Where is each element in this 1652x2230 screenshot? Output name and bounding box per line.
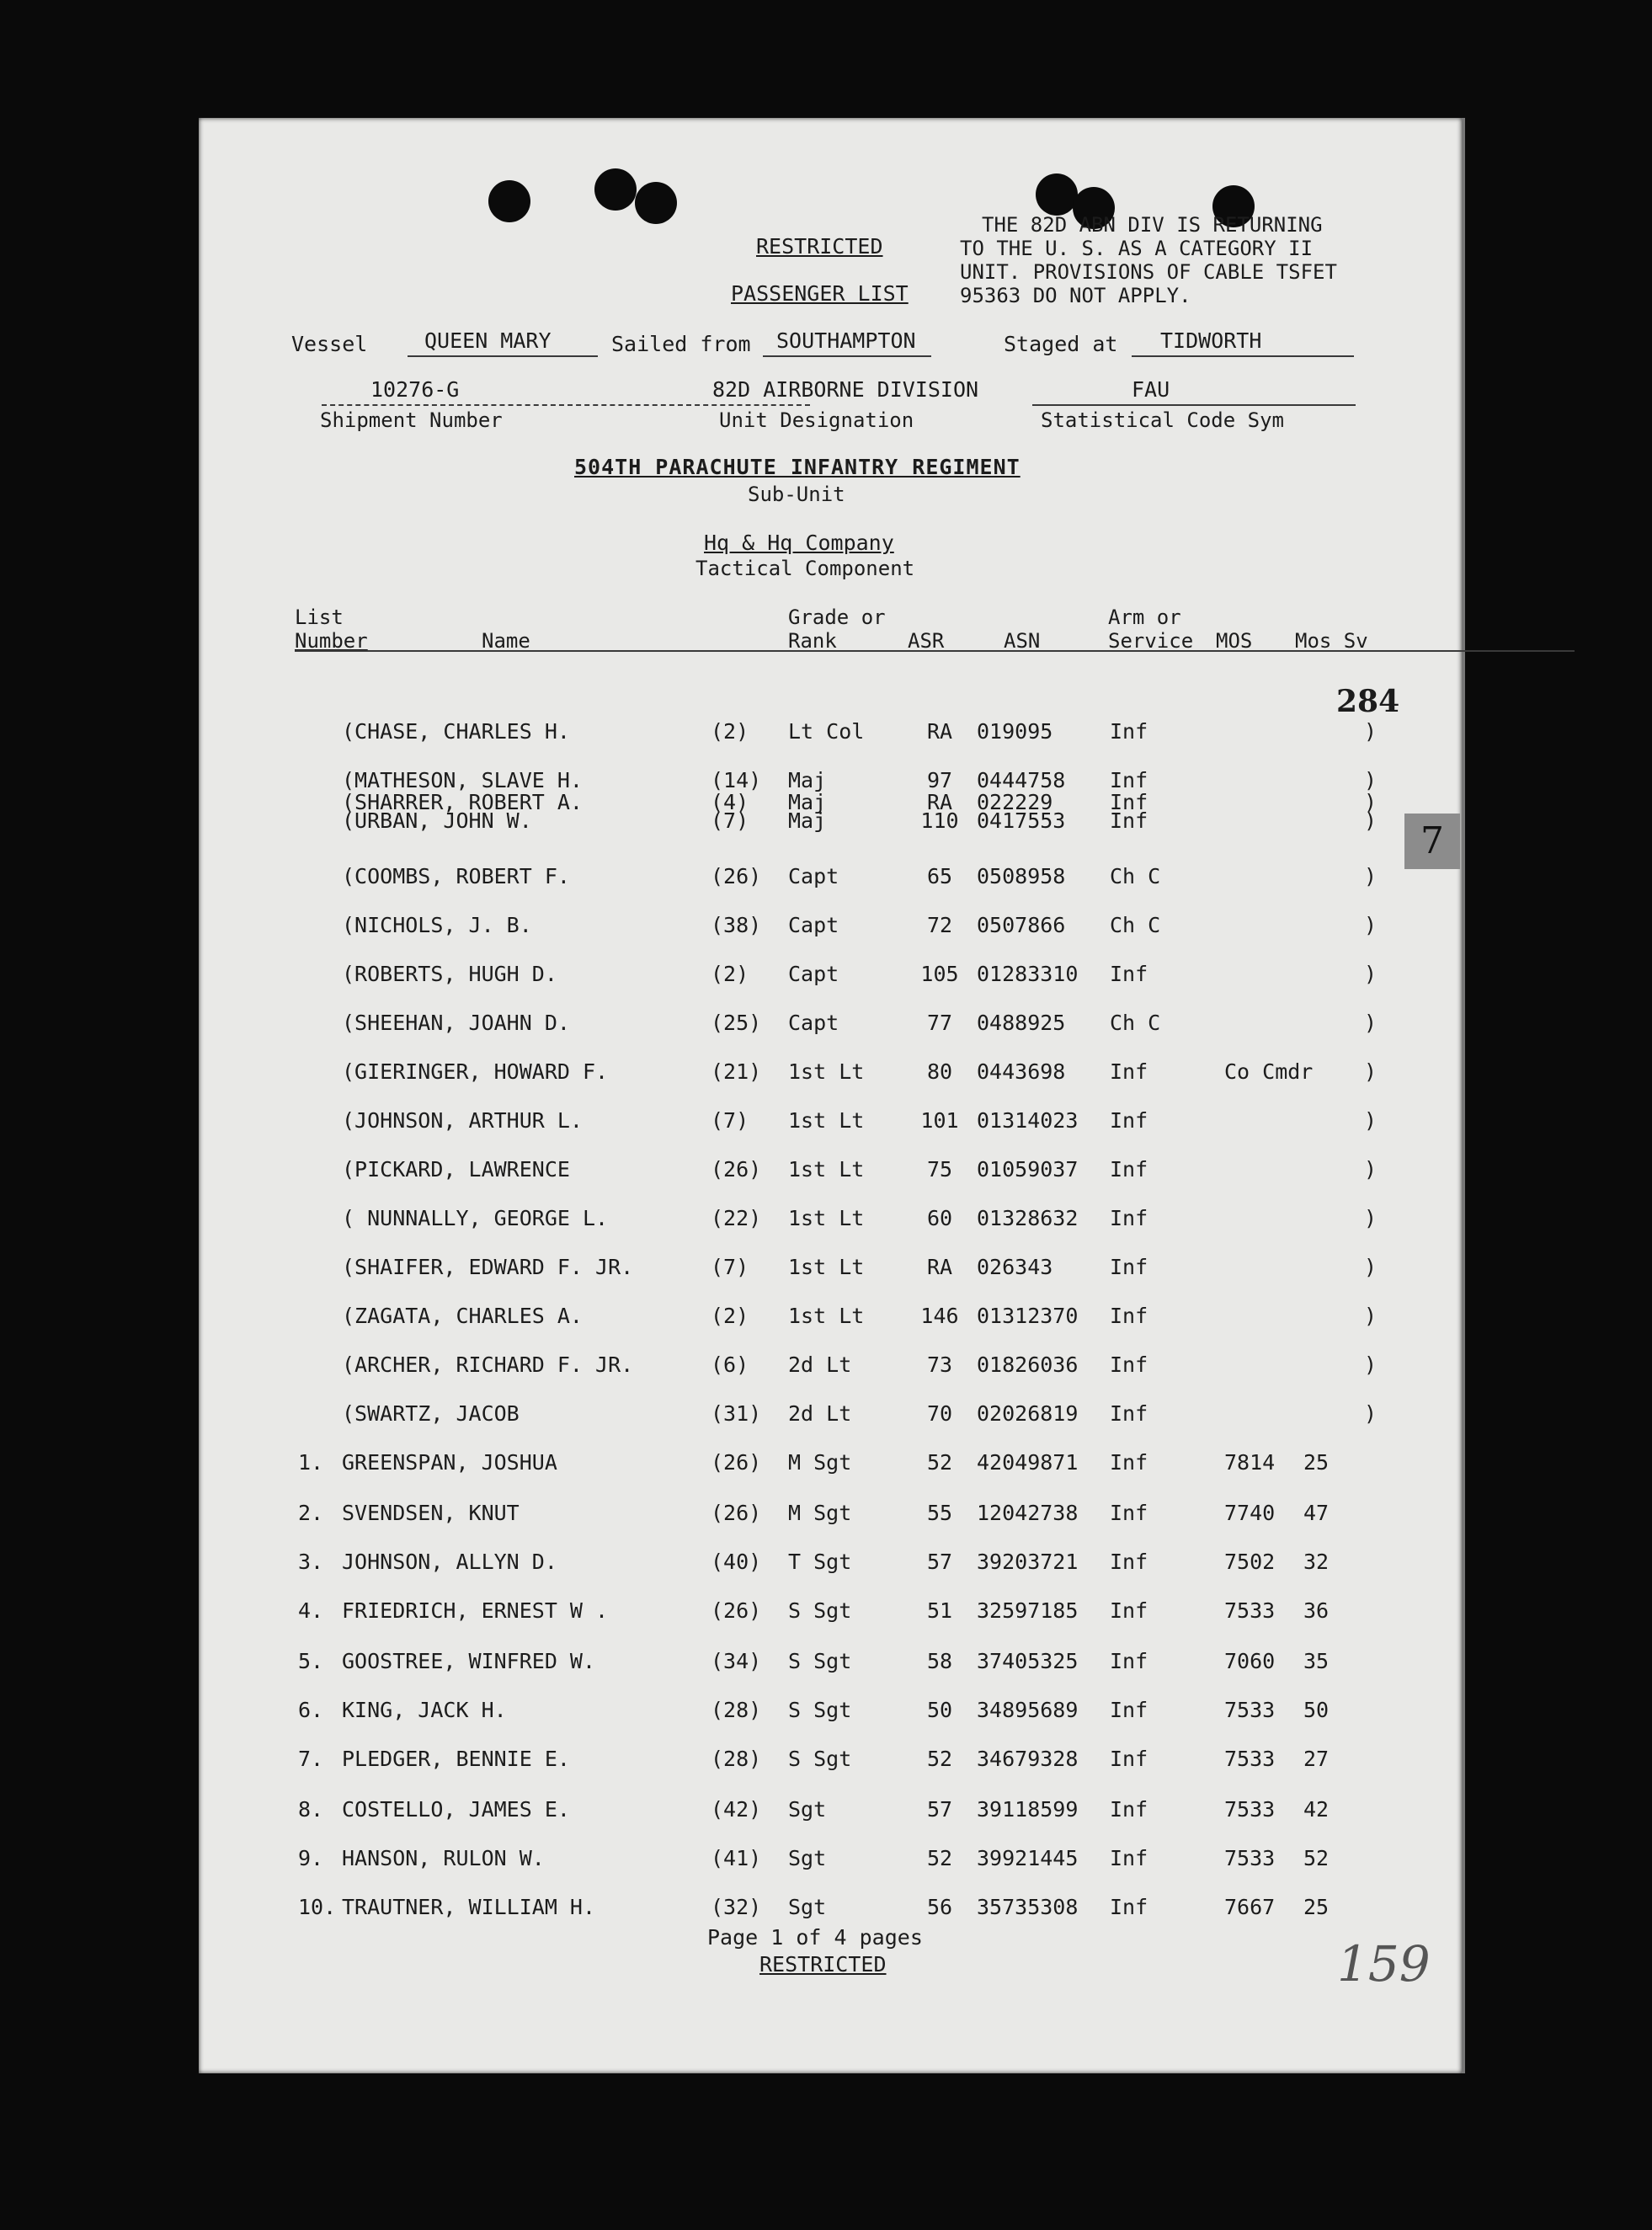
arm-service: Inf xyxy=(1110,1206,1148,1230)
arm-service: Inf xyxy=(1110,1501,1148,1525)
rank: 1st Lt xyxy=(788,1206,865,1230)
table-row xyxy=(199,1597,1462,1625)
bracket-mark: ) xyxy=(1364,1401,1378,1426)
vessel-label: Vessel xyxy=(291,332,368,356)
table-row xyxy=(199,718,1462,746)
arm-service: Ch C xyxy=(1110,864,1161,888)
arm-service: Inf xyxy=(1110,1698,1148,1722)
passenger-name: ( NUNNALLY, GEORGE L. xyxy=(342,1206,609,1230)
arm-service: Inf xyxy=(1110,1846,1148,1870)
passenger-name: PLEDGER, BENNIE E. xyxy=(342,1747,570,1771)
asr-score: 60 xyxy=(926,1206,953,1230)
note-line: THE 82D ABN DIV IS RETURNING xyxy=(982,213,1323,237)
arm-service: Inf xyxy=(1110,790,1148,814)
col-asn: ASN xyxy=(1004,629,1041,653)
arm-service: Inf xyxy=(1110,1598,1148,1623)
mos-service: 32 xyxy=(1303,1550,1330,1574)
grade-code: (31) xyxy=(711,1401,762,1426)
rank: S Sgt xyxy=(788,1698,852,1722)
grade-code: (41) xyxy=(711,1846,762,1870)
rank: Sgt xyxy=(788,1797,827,1822)
arm-service: Inf xyxy=(1110,1450,1148,1475)
list-number: 7. xyxy=(298,1747,324,1771)
serial-number: 39921445 xyxy=(977,1846,1079,1870)
serial-number: 35735308 xyxy=(977,1895,1079,1919)
passenger-name: (URBAN, JOHN W. xyxy=(342,808,532,833)
handwritten-note: 159 xyxy=(1337,1935,1431,1993)
rank: 1st Lt xyxy=(788,1108,865,1133)
staged-label: Staged at xyxy=(1004,332,1118,356)
passenger-name: JOHNSON, ALLYN D. xyxy=(342,1550,557,1574)
serial-number: 0417553 xyxy=(977,808,1066,833)
arm-service: Inf xyxy=(1110,1352,1148,1377)
asr-score: RA xyxy=(926,719,953,744)
table-row xyxy=(199,1696,1462,1725)
mos-service: 35 xyxy=(1303,1649,1330,1673)
serial-number: 01059037 xyxy=(977,1157,1079,1182)
asr-score: 70 xyxy=(926,1401,953,1426)
grade-code: (26) xyxy=(711,1598,762,1623)
rank: Maj xyxy=(788,790,827,814)
mos-code: 7667 xyxy=(1224,1895,1276,1919)
serial-number: 026343 xyxy=(977,1255,1053,1279)
table-row xyxy=(199,1499,1462,1528)
mos-code: 7533 xyxy=(1224,1698,1276,1722)
asr-score: 77 xyxy=(926,1011,953,1035)
arm-service: Inf xyxy=(1110,719,1148,744)
grade-code: (7) xyxy=(711,1108,749,1133)
col-rank: Rank xyxy=(788,629,837,653)
list-number: 8. xyxy=(298,1797,324,1822)
grade-code: (26) xyxy=(711,1501,762,1525)
table-row xyxy=(199,1204,1462,1233)
sailed-label: Sailed from xyxy=(611,332,751,356)
passenger-name: GREENSPAN, JOSHUA xyxy=(342,1450,557,1475)
grade-code: (40) xyxy=(711,1550,762,1574)
arm-service: Inf xyxy=(1110,1157,1148,1182)
serial-number: 02026819 xyxy=(977,1401,1079,1426)
table-row xyxy=(199,1400,1462,1428)
sub-unit-value: 504TH PARACHUTE INFANTRY REGIMENT xyxy=(574,455,1021,479)
asr-score: RA xyxy=(926,790,953,814)
passenger-name: (JOHNSON, ARTHUR L. xyxy=(342,1108,583,1133)
shipment-number: 10276-G xyxy=(370,377,460,402)
col-service: Service xyxy=(1108,629,1194,653)
staged-value: TIDWORTH xyxy=(1160,328,1262,353)
serial-number: 42049871 xyxy=(977,1450,1079,1475)
serial-number: 0443698 xyxy=(977,1059,1066,1084)
serial-number: 01826036 xyxy=(977,1352,1079,1377)
page-stamp-number: 284 xyxy=(1336,684,1400,719)
asr-score: 52 xyxy=(926,1747,953,1771)
asr-score: 58 xyxy=(926,1649,953,1673)
bracket-mark: ) xyxy=(1364,1304,1378,1328)
note-line: 95363 DO NOT APPLY. xyxy=(960,284,1191,307)
rank: T Sgt xyxy=(788,1550,852,1574)
passenger-name: (ROBERTS, HUGH D. xyxy=(342,962,557,986)
asr-score: 57 xyxy=(926,1550,953,1574)
table-row xyxy=(199,1058,1462,1086)
list-number: 9. xyxy=(298,1846,324,1870)
passenger-name: (ZAGATA, CHARLES A. xyxy=(342,1304,583,1328)
grade-code: (26) xyxy=(711,864,762,888)
arm-service: Inf xyxy=(1110,1747,1148,1771)
passenger-name: (COOMBS, ROBERT F. xyxy=(342,864,570,888)
asr-score: RA xyxy=(926,1255,953,1279)
code-label: Statistical Code Sym xyxy=(1041,408,1284,432)
mos-code: 7740 xyxy=(1224,1501,1276,1525)
rank: 1st Lt xyxy=(788,1255,865,1279)
serial-number: 019095 xyxy=(977,719,1053,744)
table-row xyxy=(199,862,1462,891)
serial-number: 39118599 xyxy=(977,1797,1079,1822)
asr-score: 52 xyxy=(926,1846,953,1870)
mos-service: 25 xyxy=(1303,1895,1330,1919)
table-row xyxy=(199,1155,1462,1184)
table-row xyxy=(199,807,1462,835)
punch-hole xyxy=(635,182,677,224)
rank: Sgt xyxy=(788,1895,827,1919)
restricted-header: RESTRICTED xyxy=(756,234,883,259)
grade-code: (2) xyxy=(711,1304,749,1328)
asr-score: 52 xyxy=(926,1450,953,1475)
list-number: 3. xyxy=(298,1550,324,1574)
list-number: 1. xyxy=(298,1450,324,1475)
rank: 2d Lt xyxy=(788,1401,852,1426)
asr-score: 101 xyxy=(920,1108,959,1133)
rank: M Sgt xyxy=(788,1450,852,1475)
grade-code: (34) xyxy=(711,1649,762,1673)
code-value: FAU xyxy=(1132,377,1170,402)
vessel-underline xyxy=(408,355,598,357)
asr-score: 97 xyxy=(926,768,953,792)
page-indicator: Page 1 of 4 pages xyxy=(707,1925,923,1950)
unit-label: Unit Designation xyxy=(719,408,914,432)
unit-value: 82D AIRBORNE DIVISION xyxy=(712,377,979,402)
mos-code: 7060 xyxy=(1224,1649,1276,1673)
passenger-name: GOOSTREE, WINFRED W. xyxy=(342,1649,596,1673)
mos-code: 7533 xyxy=(1224,1797,1276,1822)
passenger-name: KING, JACK H. xyxy=(342,1698,507,1722)
asr-score: 51 xyxy=(926,1598,953,1623)
asr-score: 50 xyxy=(926,1698,953,1722)
list-number: 4. xyxy=(298,1598,324,1623)
rank: S Sgt xyxy=(788,1649,852,1673)
list-number: 6. xyxy=(298,1698,324,1722)
code-underline xyxy=(1032,404,1356,406)
table-row xyxy=(199,1548,1462,1576)
serial-number: 12042738 xyxy=(977,1501,1079,1525)
tactical-value: Hq & Hq Company xyxy=(704,531,894,555)
serial-number: 01312370 xyxy=(977,1304,1079,1328)
arm-service: Inf xyxy=(1110,1895,1148,1919)
serial-number: 34679328 xyxy=(977,1747,1079,1771)
serial-number: 0444758 xyxy=(977,768,1066,792)
asr-score: 55 xyxy=(926,1501,953,1525)
passenger-name: (SHAIFER, EDWARD F. JR. xyxy=(342,1255,634,1279)
col-arm: Arm or xyxy=(1108,606,1181,629)
grade-code: (7) xyxy=(711,808,749,833)
arm-service: Ch C xyxy=(1110,1011,1161,1035)
passenger-name: (MATHESON, SLAVE H. xyxy=(342,768,583,792)
bracket-mark: ) xyxy=(1364,1157,1378,1182)
serial-number: 32597185 xyxy=(977,1598,1079,1623)
arm-service: Inf xyxy=(1110,1108,1148,1133)
table-row xyxy=(199,1844,1462,1873)
asr-score: 146 xyxy=(920,1304,959,1328)
table-row xyxy=(199,1448,1462,1477)
col-grade: Grade or xyxy=(788,606,886,629)
arm-service: Inf xyxy=(1110,1059,1148,1084)
serial-number: 01283310 xyxy=(977,962,1079,986)
mos-service: 36 xyxy=(1303,1598,1330,1623)
bracket-mark: ) xyxy=(1364,768,1378,792)
staged-underline xyxy=(1132,355,1354,357)
arm-service: Ch C xyxy=(1110,913,1161,937)
bracket-mark: ) xyxy=(1364,1011,1378,1035)
serial-number: 01314023 xyxy=(977,1108,1079,1133)
restricted-footer: RESTRICTED xyxy=(759,1952,887,1977)
table-row xyxy=(199,1253,1462,1282)
grade-code: (25) xyxy=(711,1011,762,1035)
mos-service: 50 xyxy=(1303,1698,1330,1722)
document-page xyxy=(199,118,1465,2073)
col-number: Number xyxy=(295,629,368,653)
mos-code: 7533 xyxy=(1224,1747,1276,1771)
bracket-mark: ) xyxy=(1364,1352,1378,1377)
arm-service: Inf xyxy=(1110,1649,1148,1673)
bracket-mark: ) xyxy=(1364,1108,1378,1133)
grade-code: (14) xyxy=(711,768,762,792)
list-number: 5. xyxy=(298,1649,324,1673)
tactical-label: Tactical Component xyxy=(695,557,915,580)
vessel-value: QUEEN MARY xyxy=(424,328,552,353)
rank: Lt Col xyxy=(788,719,865,744)
rank: Capt xyxy=(788,913,839,937)
rank: 1st Lt xyxy=(788,1059,865,1084)
serial-number: 022229 xyxy=(977,790,1053,814)
rank: M Sgt xyxy=(788,1501,852,1525)
mos-service: 25 xyxy=(1303,1450,1330,1475)
rank: Capt xyxy=(788,1011,839,1035)
page-tab-marker: 7 xyxy=(1404,814,1460,869)
arm-service: Inf xyxy=(1110,768,1148,792)
note-line: TO THE U. S. AS A CATEGORY II xyxy=(960,237,1314,260)
asr-score: 105 xyxy=(920,962,959,986)
passenger-name: (PICKARD, LAWRENCE xyxy=(342,1157,570,1182)
mos-service: 47 xyxy=(1303,1501,1330,1525)
grade-code: (28) xyxy=(711,1747,762,1771)
rank: 1st Lt xyxy=(788,1304,865,1328)
arm-service: Inf xyxy=(1110,1304,1148,1328)
shipment-underline xyxy=(322,404,810,406)
grade-code: (32) xyxy=(711,1895,762,1919)
arm-service: Inf xyxy=(1110,1550,1148,1574)
rank: Capt xyxy=(788,962,839,986)
arm-service: Inf xyxy=(1110,808,1148,833)
asr-score: 56 xyxy=(926,1895,953,1919)
passenger-name: SVENDSEN, KNUT xyxy=(342,1501,520,1525)
bracket-mark: ) xyxy=(1364,864,1378,888)
table-row xyxy=(199,1745,1462,1774)
grade-code: (21) xyxy=(711,1059,762,1084)
grade-code: (7) xyxy=(711,1255,749,1279)
asr-score: 75 xyxy=(926,1157,953,1182)
passenger-name: TRAUTNER, WILLIAM H. xyxy=(342,1895,596,1919)
passenger-name: (SHEEHAN, JOAHN D. xyxy=(342,1011,570,1035)
bracket-mark: ) xyxy=(1364,719,1378,744)
serial-number: 34895689 xyxy=(977,1698,1079,1722)
rank: Maj xyxy=(788,808,827,833)
bracket-mark: ) xyxy=(1364,790,1378,814)
asr-score: 57 xyxy=(926,1797,953,1822)
table-row xyxy=(199,911,1462,940)
col-name: Name xyxy=(482,629,530,653)
grade-code: (22) xyxy=(711,1206,762,1230)
serial-number: 37405325 xyxy=(977,1649,1079,1673)
rank: S Sgt xyxy=(788,1747,852,1771)
mos-service: 42 xyxy=(1303,1797,1330,1822)
grade-code: (26) xyxy=(711,1157,762,1182)
grade-code: (28) xyxy=(711,1698,762,1722)
punch-hole xyxy=(488,180,530,222)
grade-code: (38) xyxy=(711,913,762,937)
mos-code: Co Cmdr xyxy=(1224,1059,1314,1084)
punch-hole xyxy=(1036,173,1078,216)
sailed-underline xyxy=(763,355,931,357)
grade-code: (42) xyxy=(711,1797,762,1822)
grade-code: (4) xyxy=(711,790,749,814)
bracket-mark: ) xyxy=(1364,1206,1378,1230)
passenger-list-title: PASSENGER LIST xyxy=(731,281,909,306)
grade-code: (2) xyxy=(711,719,749,744)
table-row xyxy=(199,1647,1462,1676)
bracket-mark: ) xyxy=(1364,1255,1378,1279)
passenger-name: (CHASE, CHARLES H. xyxy=(342,719,570,744)
asr-score: 65 xyxy=(926,864,953,888)
mos-service: 27 xyxy=(1303,1747,1330,1771)
passenger-name: (ARCHER, RICHARD F. JR. xyxy=(342,1352,634,1377)
shipment-label: Shipment Number xyxy=(320,408,503,432)
serial-number: 0507866 xyxy=(977,913,1066,937)
passenger-name: (NICHOLS, J. B. xyxy=(342,913,532,937)
col-list: List xyxy=(295,606,344,629)
asr-score: 72 xyxy=(926,913,953,937)
passenger-name: HANSON, RULON W. xyxy=(342,1846,545,1870)
col-asr: ASR xyxy=(908,629,945,653)
grade-code: (2) xyxy=(711,962,749,986)
col-mos: MOS xyxy=(1216,629,1253,653)
list-number: 10. xyxy=(298,1895,337,1919)
note-line: UNIT. PROVISIONS OF CABLE TSFET xyxy=(960,260,1337,284)
passenger-name: FRIEDRICH, ERNEST W . xyxy=(342,1598,609,1623)
list-number: 2. xyxy=(298,1501,324,1525)
mos-code: 7533 xyxy=(1224,1846,1276,1870)
grade-code: (26) xyxy=(711,1450,762,1475)
asr-score: 110 xyxy=(920,808,959,833)
mos-code: 7502 xyxy=(1224,1550,1276,1574)
rank: Maj xyxy=(788,768,827,792)
mos-service: 52 xyxy=(1303,1846,1330,1870)
bracket-mark: ) xyxy=(1364,1059,1378,1084)
serial-number: 01328632 xyxy=(977,1206,1079,1230)
col-mos-sv: Mos Sv xyxy=(1295,629,1368,653)
asr-score: 80 xyxy=(926,1059,953,1084)
arm-service: Inf xyxy=(1110,1797,1148,1822)
passenger-name: (GIERINGER, HOWARD F. xyxy=(342,1059,609,1084)
passenger-name: COSTELLO, JAMES E. xyxy=(342,1797,570,1822)
sailed-value: SOUTHAMPTON xyxy=(776,328,916,353)
mos-code: 7533 xyxy=(1224,1598,1276,1623)
arm-service: Inf xyxy=(1110,1255,1148,1279)
mos-code: 7814 xyxy=(1224,1450,1276,1475)
grade-code: (6) xyxy=(711,1352,749,1377)
table-row xyxy=(199,960,1462,989)
punch-hole xyxy=(594,168,637,211)
rank: Sgt xyxy=(788,1846,827,1870)
table-row xyxy=(199,1795,1462,1824)
bracket-mark: ) xyxy=(1364,808,1378,833)
rank: Capt xyxy=(788,864,839,888)
table-row xyxy=(199,1009,1462,1038)
passenger-name: (SHARRER, ROBERT A. xyxy=(342,790,583,814)
rank: 1st Lt xyxy=(788,1157,865,1182)
table-row xyxy=(199,1893,1462,1922)
arm-service: Inf xyxy=(1110,1401,1148,1426)
arm-service: Inf xyxy=(1110,962,1148,986)
passenger-name: (SWARTZ, JACOB xyxy=(342,1401,520,1426)
table-row xyxy=(199,1107,1462,1135)
table-row xyxy=(199,1302,1462,1331)
bracket-mark: ) xyxy=(1364,913,1378,937)
asr-score: 73 xyxy=(926,1352,953,1377)
rank: S Sgt xyxy=(788,1598,852,1623)
sub-unit-label: Sub-Unit xyxy=(748,483,845,506)
serial-number: 0488925 xyxy=(977,1011,1066,1035)
bracket-mark: ) xyxy=(1364,962,1378,986)
serial-number: 0508958 xyxy=(977,864,1066,888)
rank: 2d Lt xyxy=(788,1352,852,1377)
serial-number: 39203721 xyxy=(977,1550,1079,1574)
table-row xyxy=(199,1351,1462,1379)
